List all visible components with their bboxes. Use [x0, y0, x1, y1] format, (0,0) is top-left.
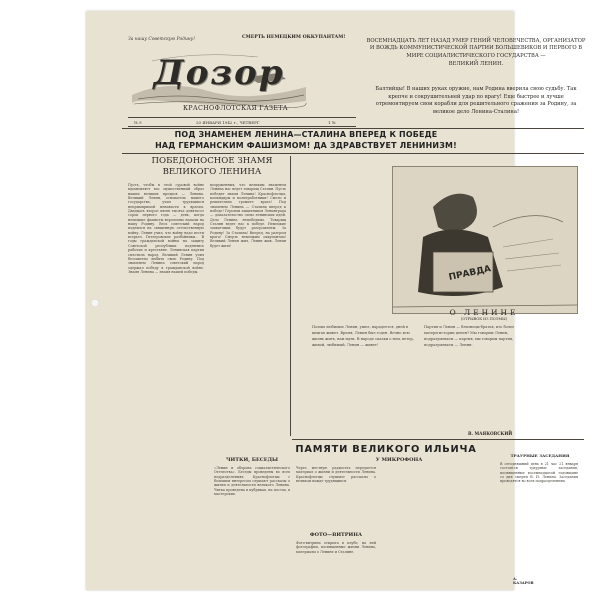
punch-hole	[91, 299, 99, 307]
newspaper-page	[86, 11, 586, 590]
memorial-section-title: ПАМЯТИ ВЕЛИКОГО ИЛЬИЧА	[295, 444, 477, 455]
photo-heading: ФОТО—ВИТРИНА	[309, 532, 363, 538]
article-title-line-1: ПОБЕДОНОСНОЕ ЗНАМЯ	[151, 156, 273, 166]
top-right-announcement	[366, 38, 586, 68]
masthead-subtitle: КРАСНОФЛОТСКАЯ ГАЗЕТА	[183, 104, 288, 112]
headline-line-2: НАД ГЕРМАНСКИМ ФАШИЗМОМ! ДА ЗДРАВСТВУЕТ ЛЕНИНИЗМ!	[155, 140, 457, 150]
article-title-line-2: ВЕЛИКОГО ЛЕНИНА	[162, 166, 262, 177]
article-title	[132, 156, 292, 177]
signature: А. КАЗАРОВ	[513, 577, 534, 585]
masthead-motto-left: За нашу Советскую Родину!	[128, 37, 195, 42]
masthead-title: Дозор	[153, 53, 285, 93]
headline-line-1: ПОД ЗНАМЕНЕМ ЛЕНИНА—СТАЛИНА ВПЕРЕД К ПОБЕДЕ	[174, 130, 438, 139]
dateline	[128, 117, 356, 127]
poem-subtitle: (ОТРЫВОК ИЗ ПОЭМЫ)	[460, 317, 508, 321]
issue-number: № 9	[134, 119, 142, 125]
radio-text-continued	[382, 466, 462, 582]
readings-text: «Ленин и оборона социалистического Отечества». Беседы проведены во всех подразделениях. Краснофлотцы с большим интересом слушают рассказы о жизни и деятельности великого Ленина. Читка проведена в кубриках, на постах, в мастерских.	[214, 466, 290, 497]
masthead-motto-right: СМЕРТЬ НЕМЕЦКИМ ОККУПАНТАМ!	[242, 35, 346, 40]
poem-title: О ЛЕНИНЕ	[449, 308, 519, 317]
readings-heading: ЧИТКИ, БЕСЕДЫ	[225, 457, 279, 463]
poem-author: В. МАЯКОВСКИЙ	[468, 431, 513, 436]
announcement-name: ВЕЛИКИЙ ЛЕНИН.	[448, 60, 504, 67]
masthead-logo	[128, 49, 310, 111]
headline-rule	[122, 153, 584, 154]
meetings-heading: ТРАУРНЫЕ ЗАСЕДАНИЯ	[510, 453, 570, 458]
article-column-1: Пусть, чтобы в этой суровой войне вдохновляет вас мужественный образ наших великих предков — Ленина. Великий Ленин, основатель нашего государства, учил трудящихся непримиримой ненависти к врагам. Двадцать второе июня тысяча девятьсот сорок первого года — день, когда немецкие фашисты вероломно напали на нашу Родину. Весь советский народ поднялся на священную отечественную войну. Ленин учил, что войну надо вести всерьез. Гитлеровские разбойники... В годы гражданской войны на защиту Советской республики поднялись рабочие и крестьяне. Ленинская партия сплотила народ. Великий Ленин учил беззаветно любить свою Родину. Под знаменем Ленина советский народ одержал победу в гражданской войне. Знамя Ленина — знамя нашей победы.	[128, 183, 204, 274]
meetings-text: В сегодняшний день в 21 час 21 января состоятся траурные заседания, посвященные восемнадцатой годовщине со дня смерти В. И. Ленина. Заседания проводятся во всех подразделениях.	[500, 462, 578, 484]
header-rule	[122, 128, 584, 129]
radio-text: Через местную радиосеть передается материал о жизни и деятельности Ленина. Краснофлотцы слушают рассказы о великом вожде трудящихся.	[296, 466, 376, 484]
lenin-portrait-illustration	[392, 166, 578, 314]
svg-text:ПРАВДА: ПРАВДА	[447, 264, 492, 283]
poem-column-2: Партия и Ленин — близнецы-братья, кто более матери-истории ценен? Мы говорим Ленин, подразумеваем — партия, мы говорим партия, подразумеваем — Ленин.	[424, 325, 515, 347]
radio-heading: У МИКРОФОНА	[375, 457, 423, 463]
column-divider	[290, 156, 291, 436]
lenin-portrait-drawing	[393, 167, 577, 313]
memorial-rule	[292, 439, 584, 440]
announcement-text: ВОСЕМНАДЦАТЬ ЛЕТ НАЗАД УМЕР ГЕНИЙ ЧЕЛОВЕЧЕСТВА, ОРГАНИЗАТОР И ВОЖДЬ КОММУНИСТИЧЕСКОЙ ПАРТИИ БОЛЬШЕВИКОВ И ПЕРВОГО В МИРЕ СОЦИАЛИСТИЧЕСКОГО ГОСУДАРСТВА —	[366, 38, 586, 59]
article-column-2: вооруженных, что великим знаменем Ленина нас ведет товарищ Сталин. Пусть победит знамя Ленина! Краснофлотцы, командиры и политработники! Смело и решительно громите врага! Под знаменем Ленина — Сталина вперед к победе! Героизм защитников Ленинграда — доказательство силы ленинских идей. Дело Ленина непобедимо. Товарищ Сталин ведет нас к победе. Немецкие захватчики будут разгромлены. За Родину! За Сталина! Вперед, на разгром врага! Смерть немецким оккупантам! Великий Ленин жил, Ленин жив, Ленин будет жить!	[210, 183, 286, 248]
poem-column-1: Поэмы любимые Ленин, ушел, нарадеется, дней в книгах живет. Время, Ленин был годен. Вечно всю жизнь жить, нам идти. В народе сказки о нем, ветер, живой, любимый, Ленин — живет!	[312, 325, 414, 347]
top-right-quote: Балтийцы! В наших руках оружие, нам Родина вверила свою судьбу. Так крепче и сокрушительней удар по врагу! Еще быстрее и лучше отремонтируем свои корабли для решительного сражения за Родину, за великое дело Ленина-Сталина!	[375, 86, 577, 115]
issue-date: 20 ЯНВАРЯ 1942 г., ЧЕТВЕРГ	[196, 119, 260, 125]
page-number: 1 №	[328, 119, 336, 125]
main-headline	[126, 130, 486, 151]
photo-text: Фото-витрина открыта в клубе, на ней фотографии, посвященные жизни Ленина, материалы о Ленине и Сталине.	[296, 541, 376, 554]
